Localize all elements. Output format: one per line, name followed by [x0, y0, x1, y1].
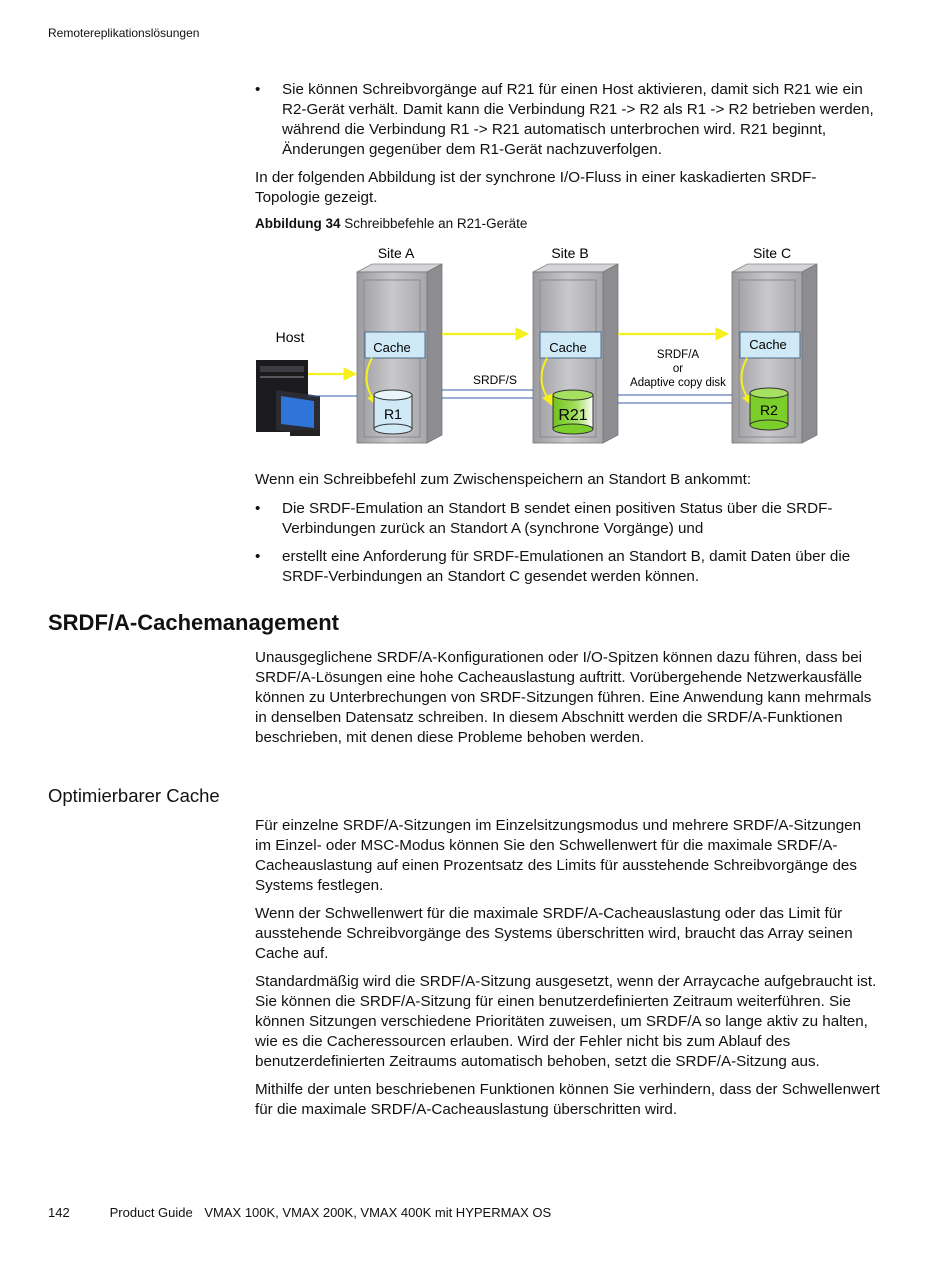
body-paragraph: Wenn der Schwellenwert für die maximale SRDF/A-Cacheauslastung oder das Limit für ausstehende Schreibvorgänge des Systems überschritten wird, braucht das Array seinen Cache auf.	[255, 905, 853, 962]
srdf-s-label: SRDF/S	[472, 373, 518, 387]
running-header: Remotereplikationslösungen	[48, 26, 200, 40]
section-heading: SRDF/A-Cachemanagement	[48, 610, 339, 635]
subsection-body	[255, 816, 880, 1128]
cache-label-c: Cache	[749, 337, 787, 352]
r21-label: R21	[558, 407, 588, 424]
footer-guide: Product Guide	[109, 1205, 193, 1220]
r1-label: R1	[384, 406, 402, 422]
footer-product: VMAX 100K, VMAX 200K, VMAX 400K mit HYPERMAX OS	[204, 1205, 552, 1220]
cache-label-a: Cache	[373, 340, 411, 355]
bullet-list-top	[255, 80, 880, 168]
subsection-heading: Optimierbarer Cache	[48, 785, 220, 806]
page-number: 142	[48, 1205, 70, 1220]
body-paragraph: Für einzelne SRDF/A-Sitzungen im Einzelsitzungsmodus und mehrere SRDF/A-Sitzungen im Einzel- oder MSC-Modus können Sie den Schwellenwert für die maximale SRDF/A-Cacheauslastung auf einen Prozentsatz des Limits für ausstehende Schreibvorgänge des Systems festlegen.	[255, 817, 862, 894]
srdf-or-label: or	[672, 363, 684, 375]
srdf-cascaded-diagram	[250, 240, 830, 460]
section-paragraph: Unausgeglichene SRDF/A-Konfigurationen oder I/O-Spitzen können dazu führen, dass bei SRDF/A-Lösungen eine hohe Cacheauslastung auftritt. Vorübergehende Netzwerkausfälle können zu Unterbrechungen von SRDF-Sitzungen führen. Eine Anwendung kann mehrmals in denselben Datensatz schreiben. In diesem Abschnitt werden die SRDF/A-Funktionen beschrieben, mit denen diese Probleme behoben werden.	[255, 649, 872, 746]
after-figure-paragraph: Wenn ein Schreibbefehl zum Zwischenspeichern an Standort B ankommt:	[255, 471, 752, 488]
figure-number: Abbildung 34	[255, 216, 341, 231]
body-paragraph: Standardmäßig wird die SRDF/A-Sitzung ausgesetzt, wenn der Arraycache aufgebraucht ist. Sie können die SRDF/A-Sitzung für einen benutzerdefinierten Zeitraum weiterführen. Sie können Sitzungen verschiedene Prioritäten zuweisen, um SRDF/A so lange aktiv zu halten, wie es die Cacheressourcen erlauben. Wird der Fehler nicht bis zum Ablauf des benutzerdefinierten Zeitraums automatisch behoben, setzt die SRDF/A-Sitzung aus.	[255, 973, 877, 1070]
list-item: • Die SRDF-Emulation an Standort B sendet einen positiven Status über die SRDF-Verbindungen zurück an Standort A (synchrone Vorgänge) und	[255, 499, 880, 539]
host-label: Host	[275, 329, 305, 345]
figure-caption	[255, 216, 527, 231]
body-paragraph: Mithilfe der unten beschriebenen Funktionen können Sie verhindern, dass der Schwellenwert für die maximale SRDF/A-Cacheauslastung überschritten wird.	[255, 1081, 880, 1118]
host-computer-icon	[256, 360, 320, 436]
site-c-label: Site C	[752, 245, 792, 261]
site-b-label: Site B	[551, 245, 589, 261]
r2-label: R2	[760, 402, 778, 418]
bullet-list-mid	[255, 499, 880, 595]
adaptive-copy-label: Adaptive copy disk	[630, 377, 726, 389]
cache-label-b: Cache	[549, 340, 587, 355]
list-item: • Sie können Schreibvorgänge auf R21 für einen Host aktivieren, damit sich R21 wie ein R2-Gerät verhält. Damit kann die Verbindung R21 -> R2 als R1 -> R2 betrieben werden, während die Verbindung R1 -> R21 automatisch unterbrochen wird. R21 beginnt, Änderungen gegenüber dem R1-Gerät nachzuverfolgen.	[255, 80, 880, 160]
list-item: • erstellt eine Anforderung für SRDF-Emulationen an Standort B, damit Daten über die SRDF-Verbindungen an Standort C gesendet werden können.	[255, 547, 880, 587]
page-footer	[48, 1205, 551, 1220]
figure-caption-text: Schreibbefehle an R21-Geräte	[344, 216, 528, 231]
intro-paragraph: In der folgenden Abbildung ist der synchrone I/O-Fluss in einer kaskadierten SRDF-Topologie gezeigt.	[255, 169, 817, 206]
srdf-a-label: SRDF/A	[656, 349, 700, 361]
site-a-label: Site A	[377, 245, 415, 261]
